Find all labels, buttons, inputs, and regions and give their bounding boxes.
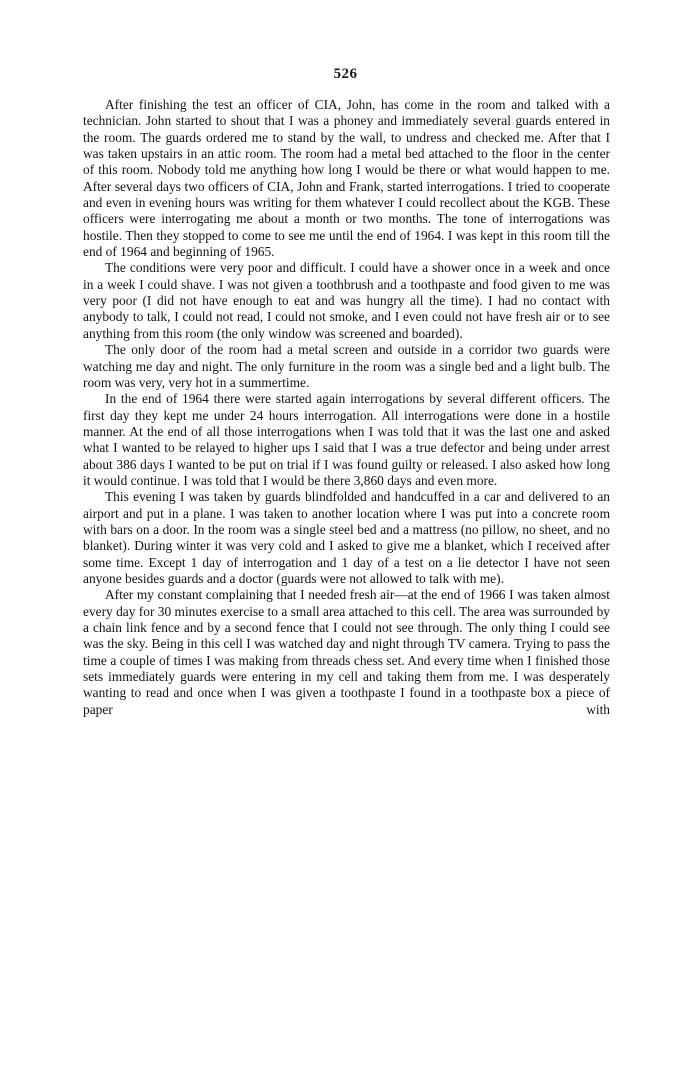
paragraph: In the end of 1964 there were started again interrogations by several different officers. The first day they kept me under 24 hours interrogation. All interrogations were done in a hostile manner. At the end of all those interrogations when I was told that it was the last one and asked what I wanted to be relayed to higher ups I said that I was a true defector and being under arrest about 386 days I wanted to be put on trial if I was found guilty or released. I also asked how long it would continue. I was told that I would be there 3,860 days and even more. [83, 391, 610, 488]
page-body [83, 97, 610, 718]
paragraph: After my constant complaining that I needed fresh air—at the end of 1966 I was taken almost every day for 30 minutes exercise to a small area attached to this cell. The area was surrounded by a chain link fence and by a second fence that I could not see through. The only thing I could see was the sky. Being in this cell I was watched day and night through TV camera. Trying to pass the time a couple of times I was making from threads chess set. And every time when I finished those sets immediately guards were entering in my cell and taking them from me. I was desperately wanting to read and once when I was given a toothpaste I found in a toothpaste box a piece of paper with [83, 587, 610, 717]
paragraph: The only door of the room had a metal screen and outside in a corridor two guards were watching me day and night. The only furniture in the room was a single bed and a light bulb. The room was very, very hot in a summertime. [83, 342, 610, 390]
paragraph: This evening I was taken by guards blindfolded and handcuffed in a car and delivered to an airport and put in a plane. I was taken to another location where I was put into a concrete room with bars on a door. In the room was a single steel bed and a mattress (no pillow, no sheet, and no blanket). During winter it was very cold and I asked to give me a blanket, which I received after some time. Except 1 day of interrogation and 1 day of a test on a lie detector I have not seen anyone besides guards and a doctor (guards were not allowed to talk with me). [83, 489, 610, 586]
paragraph: After finishing the test an officer of CIA, John, has come in the room and talked with a technician. John started to shout that I was a phoney and immediately several guards entered in the room. The guards ordered me to stand by the wall, to undress and checked me. After that I was taken upstairs in an attic room. The room had a metal bed attached to the floor in the center of this room. Nobody told me anything how long I would be there or what would happen to me. After several days two officers of CIA, John and Frank, started interrogations. I tried to cooperate and even in evening hours was writing for them whatever I could recollect about the KGB. These officers were interrogating me about a month or two months. The tone of interrogations was hostile. Then they stopped to come to see me until the end of 1964. I was kept in this room till the end of 1964 and beginning of 1965. [83, 97, 610, 260]
page-number: 526 [333, 66, 358, 82]
paragraph: The conditions were very poor and difficult. I could have a shower once in a week and once in a week I could shave. I was not given a toothbrush and a toothpaste and food given to me was very poor (I did not have enough to eat and was hungry all the time). I had no contact with anybody to talk, I could not read, I could not smoke, and I even could not have fresh air or to see anything from this room (the only window was screened and boarded). [83, 260, 610, 341]
